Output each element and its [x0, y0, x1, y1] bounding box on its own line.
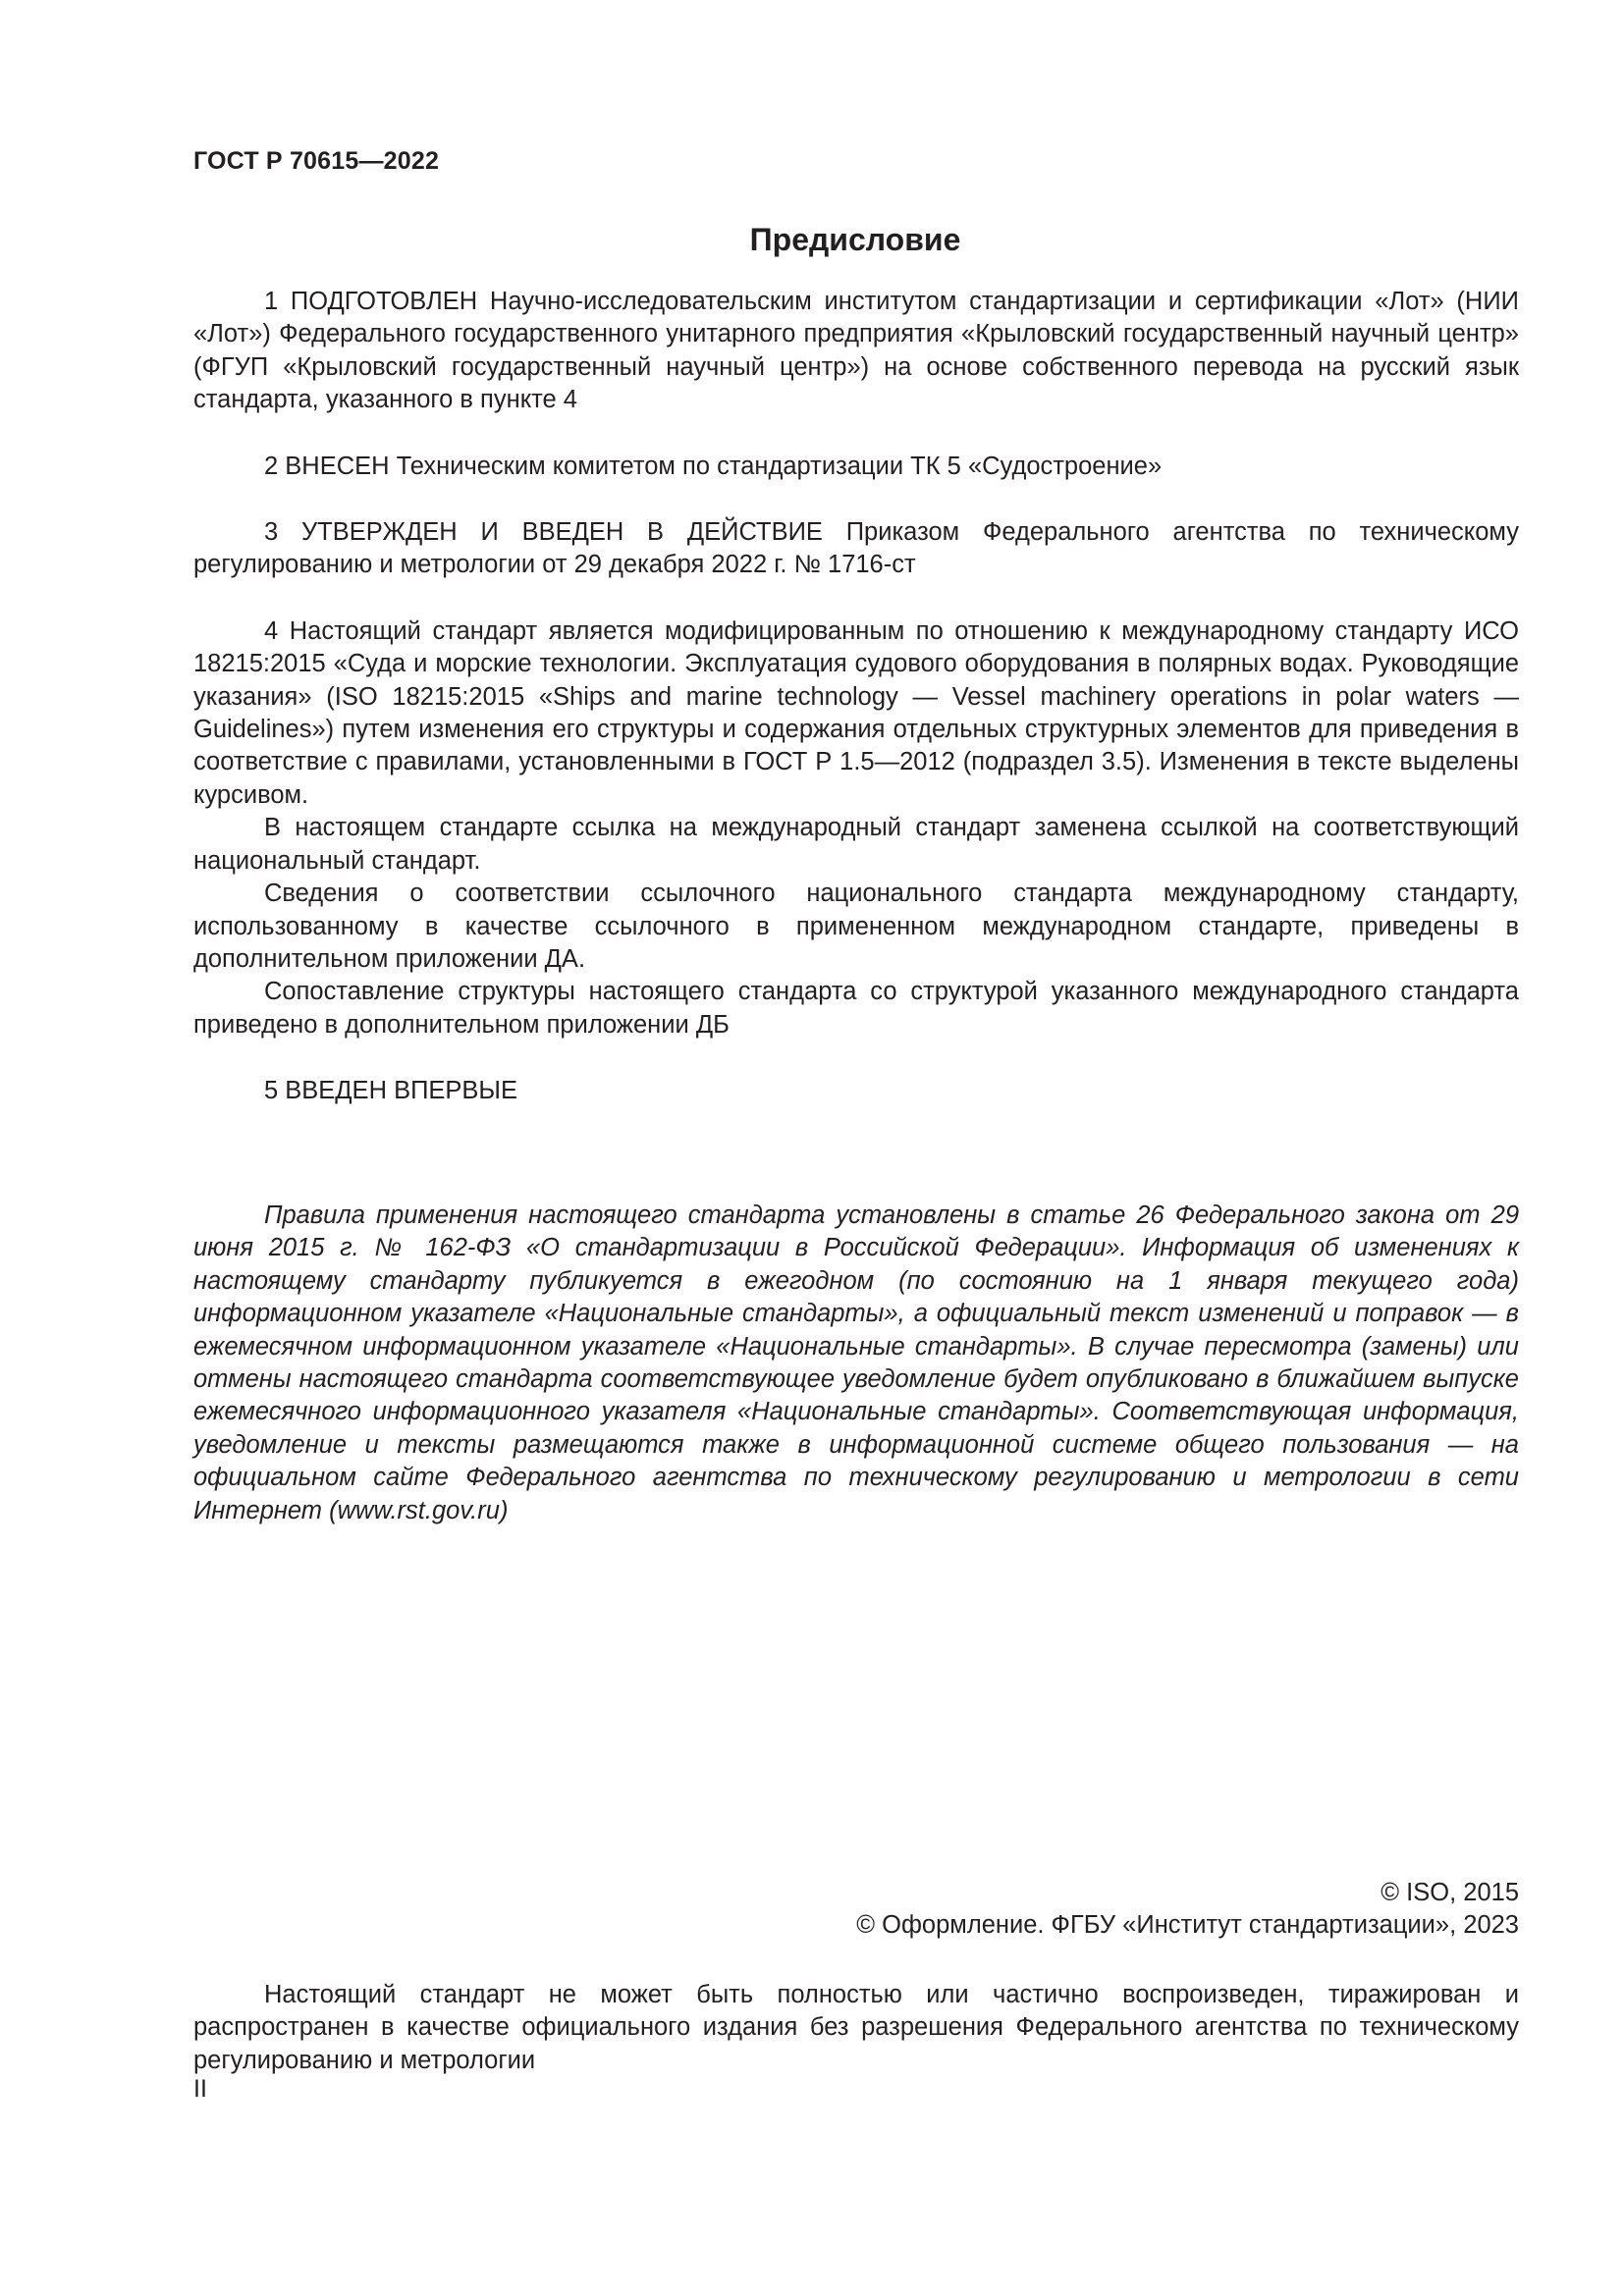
rules-notice-text: Правила применения настоящего стандарта установлены в статье 26 Федерального закона от 29 июня 2015 г. № 162-ФЗ «О стандартизации в Российской Федерации». Информация об изменениях к настоящему стандарту публикуется в ежегодном (по состоянию на 1 января текущего года) информационном указателе «Национальные стандарты», а официальный текст изменений и поправок — в ежемесячном информационном указателе «Национальные стандарты». В случае пересмотра (замены) или отмены настоящего стандарта соответствующее уведомление будет опубликовано в ближайшем выпуске ежемесячного информационного указателя «Национальные стандарты». Соответствующая информация, уведомление и тексты размещаются также в информационной системе общего пользования — на официальном сайте Федерального агентства по техническому регулированию и метрологии в сети Интернет (www.rst.gov.ru): [193, 1201, 1519, 1524]
document-code: ГОСТ Р 70615—2022: [193, 147, 440, 175]
section-4-paragraph: Сведения о соответствии ссылочного национального стандарта международному стандарту, использованному в качестве ссылочного в примененном международном стандарте, приведены в дополнительном приложении ДА.: [193, 880, 1519, 973]
page-number: II: [193, 2075, 207, 2103]
section-4-paragraph: Сопоставление структуры настоящего стандарта со структурой указанного международного стандарта приведено в дополнительном приложении ДБ: [193, 978, 1519, 1039]
copyright-block: [193, 1877, 1519, 1943]
section-4-paragraph: 4 Настоящий стандарт является модифицированным по отношению к международному стандарту ИСО 18215:2015 «Суда и морские технологии. Эксплуатация судового оборудования в полярных водах. Руководящие указания» (ISO 18215:2015 «Ships and marine technology — Vessel machinery operations in polar waters — Guidelines») путем изменения его структуры и содержания отдельных структурных элементов для приведения в соответствие с правилами, установленными в ГОСТ Р 1.5—2012 (подраздел 3.5). Изменения в тексте выделены курсивом.: [193, 616, 1519, 809]
reproduction-notice-text: Настоящий стандарт не может быть полностью или частично воспроизведен, тиражирован и распространен в качестве официального издания без разрешения Федерального агентства по техническому регулированию и метрологии: [193, 1981, 1519, 2074]
section-3-paragraph: 3 УТВЕРЖДЕН И ВВЕДЕН В ДЕЙСТВИЕ Приказом Федерального агентства по техническому регулированию и метрологии от 29 декабря 2022 г. № 1716-ст: [193, 518, 1519, 579]
section-4-paragraph: В настоящем стандарте ссылка на международный стандарт заменена ссылкой на соответствующий национальный стандарт.: [193, 814, 1519, 875]
section-2-paragraph: 2 ВНЕСЕН Техническим комитетом по стандартизации ТК 5 «Судостроение»: [264, 452, 1163, 480]
copyright-design: © Оформление. ФГБУ «Институт стандартизации», 2023: [856, 1911, 1519, 1940]
reproduction-notice: [193, 1979, 1519, 2077]
preface-body: [193, 286, 1519, 1108]
rules-notice: [193, 1200, 1519, 1527]
section-1-paragraph: 1 ПОДГОТОВЛЕН Научно-исследовательским институтом стандартизации и сертификации «Лот» (НИИ «Лот») Федерального государственного унитарного предприятия «Крыловский государственный научный центр» (ФГУП «Крыловский государственный научный центр») на основе собственного перевода на русский язык стандарта, указанного в пункте 4: [193, 288, 1519, 414]
page-title: Предисловие: [749, 222, 961, 257]
section-5-paragraph: 5 ВВЕДЕН ВПЕРВЫЕ: [264, 1077, 518, 1105]
copyright-iso: © ISO, 2015: [1380, 1879, 1519, 1906]
